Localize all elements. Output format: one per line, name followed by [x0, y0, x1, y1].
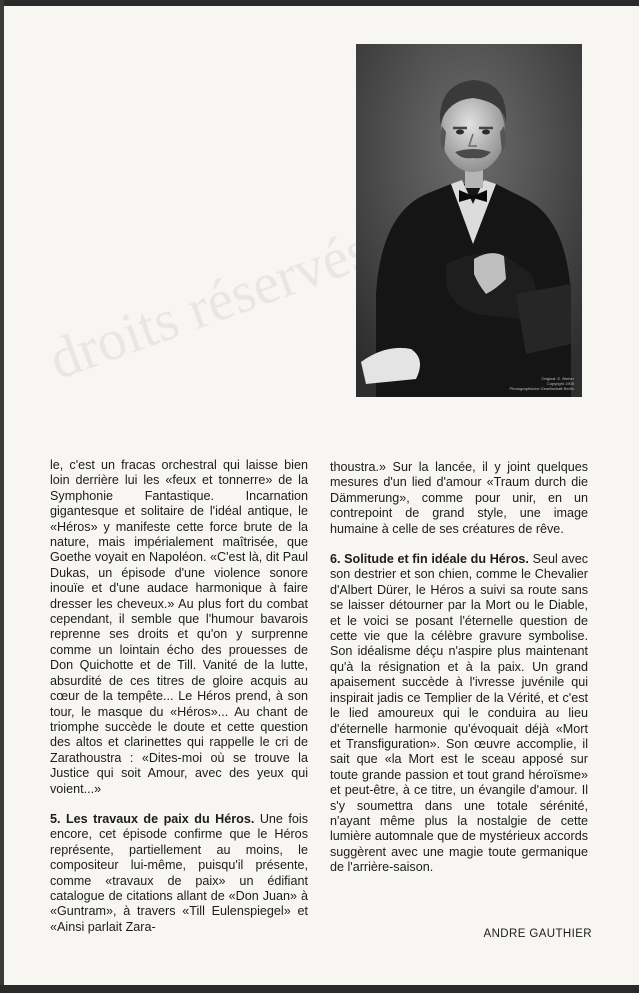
scan-border-bottom	[0, 985, 639, 993]
intro-paragraph: le, c'est un fracas orchestral qui laisse bien loin derrière lui les «feux et tonnerre» de la Symphonie Fantastique. Incarnation gigantesque et solitaire de l'idéal antique, le «Héros» y manifeste cette force brute de la nature, mais impérialement maîtrisée, que Goethe voyait en Napoléon. «C'est là, dit Paul Dukas, un épisode d'une violence sonore inouïe et d'une audace harmonique à faire dresser les cheveux.» Au plus fort du combat cependant, il semble que l'humour bavarois reprenne ses droits et qu'on y surprenne comme un lointain écho des prouesses de Don Quichotte et de Till. Vanité de la lutte, absurdité de ces titres de gloire acquis au cœur de la tempête... Le Héros prend, à son tour, le masque du «Héros»... Au chant de triomphe succède le doute et cette question des altos et clarinettes qui rappelle le cri de Zarathoustra : «Dites-moi où se trouve la Justice qui soit Amour, avec des yeux qui voient...»	[50, 458, 308, 796]
section-6-paragraph	[330, 552, 588, 876]
scan-border-left	[0, 0, 4, 993]
photo-credit-line: Original: E. Bieber	[541, 376, 574, 381]
section-6-heading: 6. Solitude et fin idéale du Héros.	[330, 552, 529, 567]
author-signature: ANDRE GAUTHIER	[483, 928, 592, 940]
photo-credit-line: Photographische Gesellschaft Berlin	[509, 386, 574, 391]
scan-border-top	[0, 0, 639, 6]
watermark: droits réservés	[40, 215, 379, 393]
left-column	[50, 458, 308, 935]
portrait-illustration	[356, 44, 582, 397]
section-5-heading: 5. Les travaux de paix du Héros.	[50, 811, 255, 826]
section-5-text: Une fois encore, cet épisode confirme que le Héros représente, partiellement au moins, le compositeur lui-même, puisqu'il présente, comme «travaux de paix» un édifiant catalogue de citations allant de «Don Juan» à «Guntram», à travers «Till Eulenspiegel» et «Ainsi parlait Zara-	[50, 811, 309, 934]
portrait-photo	[356, 44, 582, 397]
photo-credit-line: Copyright 1905	[546, 381, 574, 386]
section-5-paragraph	[50, 812, 308, 935]
continuation-paragraph: thoustra.» Sur la lancée, il y joint quelques mesures d'un lied d'amour «Traum durch die Dämmerung», comme pour unir, en un contrepoint de grand style, une image humaine à celle de ses créatures de rêve.	[330, 460, 588, 536]
section-6-text: Seul avec son destrier et son chien, comme le Chevalier d'Albert Dürer, le Héros a suivi sa route sans se laisser détourner par la Mort ou le Diable, et le voici se posant l'éternelle question de cette vie que la célèbre gravure symbolise. Son idéalisme déçu n'aspire plus maintenant qu'à la résignation et à la paix. Un grand apaisement succède à l'ivresse juvénile qui inspirait jadis ce Templier de la Vérité, et c'est le lied amoureux qui le conduira au lieu d'éternelle harmonie qu'évoquait déjà «Mort et Transfiguration». Son œuvre accomplie, il sait que «la Mort est le sceau apposé sur toute grande passion et tout grand héroïsme» et peut-être, à ce titre, un évangile d'amour. Il s'y soumettra dans une totale sérénité, n'ayant même plus la nostalgie de cette lumière automnale que de mystérieux accords suggèrent avec une magie toute germanique de l'arrière-saison.	[330, 552, 589, 875]
photo-credit	[484, 376, 574, 391]
right-column	[330, 460, 588, 876]
